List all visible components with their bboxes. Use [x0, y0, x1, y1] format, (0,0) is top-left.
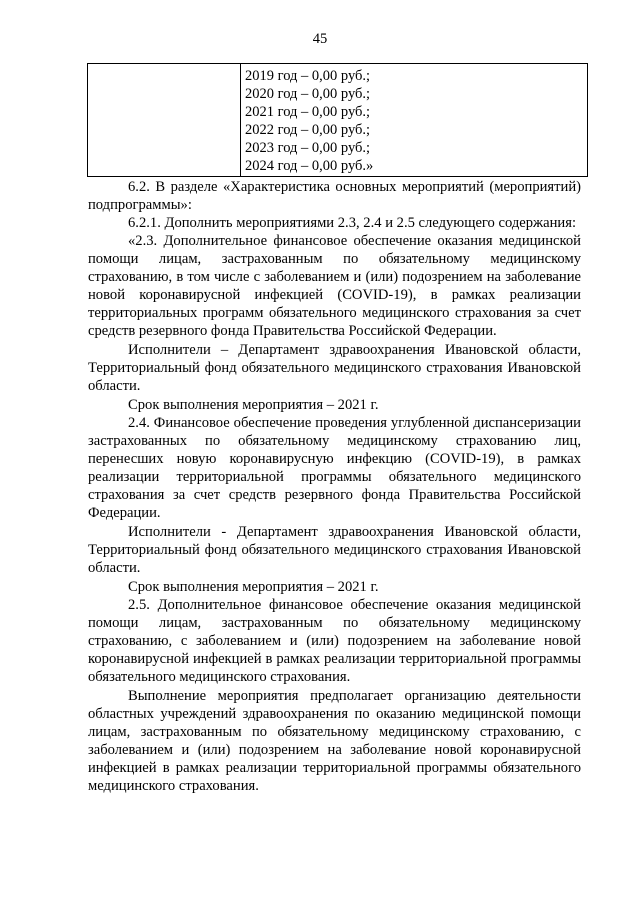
funding-table — [87, 63, 588, 177]
funding-year-line: 2023 год – 0,00 руб.; — [245, 140, 371, 156]
page-number: 45 — [312, 31, 328, 47]
funding-years-cell — [241, 64, 588, 177]
funding-table-empty-cell — [88, 64, 241, 177]
paragraph-measure-2-5: 2.5. Дополнительное финансовое обеспечение оказания медицинской помощи лицам, застрахованным по обязательному медицинскому страхованию, с заболеванием и (или) подозрением на заболевание новой коронавирусной инфекцией в рамках реализации территориальной программы обязательного медицинского страхования. — [88, 597, 581, 685]
funding-year-line: 2020 год – 0,00 руб.; — [245, 86, 371, 102]
paragraph-executors-2: Исполнители - Департамент здравоохранения Ивановской области, Территориальный фонд обязательного медицинского страхования Ивановской области. — [88, 524, 581, 576]
document-body — [88, 178, 581, 795]
funding-year-line: 2021 год – 0,00 руб.; — [245, 104, 371, 120]
funding-year-line: 2024 год – 0,00 руб.» — [245, 158, 374, 174]
paragraph-term-1: Срок выполнения мероприятия – 2021 г. — [128, 397, 379, 413]
funding-year-line: 2022 год – 0,00 руб.; — [245, 122, 371, 138]
funding-table-row — [88, 64, 588, 177]
paragraph-measure-2-4: 2.4. Финансовое обеспечение проведения углубленной диспансеризации застрахованных по обязательному медицинскому страхованию лиц, перенесших новую коронавирусную инфекцию (COVID-19), в рамках реализации территориальной программы обязательного медицинского страхования за счет средств резервного фонда Правительства Российской Федерации. — [88, 415, 581, 521]
paragraph-6-2: 6.2. В разделе «Характеристика основных мероприятий (мероприятий) подпрограммы»: — [88, 179, 581, 213]
funding-year-line: 2019 год – 0,00 руб.; — [245, 68, 371, 84]
paragraph-executors-1: Исполнители – Департамент здравоохранения Ивановской области, Территориальный фонд обязательного медицинского страхования Ивановской области. — [88, 342, 581, 394]
paragraph-implementation: Выполнение мероприятия предполагает организацию деятельности областных учреждений здравоохранения по оказанию медицинской помощи лицам, застрахованным по обязательному медицинскому страхованию, с заболеванием и (или) подозрением на заболевание новой коронавирусной инфекцией в рамках реализации территориальной программы обязательного медицинского страхования. — [88, 688, 581, 794]
paragraph-term-2: Срок выполнения мероприятия – 2021 г. — [128, 579, 379, 595]
paragraph-6-2-1: 6.2.1. Дополнить мероприятиями 2.3, 2.4 и 2.5 следующего содержания: — [128, 215, 576, 231]
paragraph-measure-2-3: «2.3. Дополнительное финансовое обеспечение оказания медицинской помощи лицам, застрахованным по обязательному медицинскому страхованию, в том числе с заболеванием и (или) подозрением на заболевание новой коронавирусной инфекцией (COVID-19), в рамках реализации территориальных программ обязательного медицинского страхования за счет средств резервного фонда Правительства Российской Федерации. — [88, 233, 581, 339]
